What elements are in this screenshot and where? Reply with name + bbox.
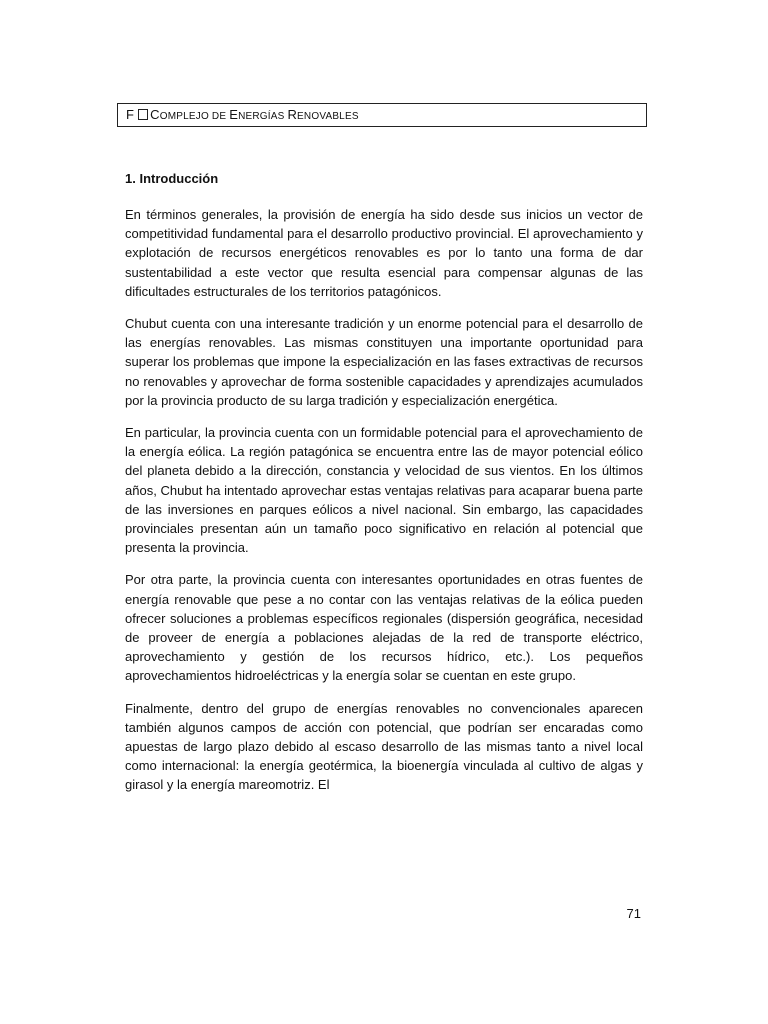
section-letter: F — [126, 107, 135, 122]
paragraph: En particular, la provincia cuenta con un formidable potencial para el aprovechamiento de la energía eólica. La región patagónica se encuentra entre las de mayor potencial eólico del planeta debido a la dirección, constancia y velocidad de sus vientos. En los últimos años, Chubut ha intentado aprovechar estas ventajas relativas para acaparar buena parte de las inversiones en parques eólicos a nivel nacional. Sin embargo, las capacidades provinciales presentan aún un tamaño poco significativo en relación al potencial que presenta la provincia. — [125, 425, 643, 556]
section-title-rest: NERGÍAS — [238, 111, 288, 122]
section-title-box — [117, 103, 647, 127]
missing-glyph-icon — [138, 109, 148, 120]
section-title-rest: OMPLEJO DE — [159, 111, 230, 122]
page-number: 71 — [626, 906, 641, 921]
section-heading: 1. Introducción — [125, 171, 219, 186]
paragraph: En términos generales, la provisión de energía ha sido desde sus inicios un vector de competitividad fundamental para el desarrollo productivo provincial. El aprovechamiento y explotación de recursos energéticos renovables es por lo tanto una forma de dar sustentabilidad a este vector que resulta esencial para compensar algunas de las dificultades estructurales de los territorios patagónicos. — [125, 207, 643, 299]
section-title-initial: R — [287, 107, 298, 122]
section-title-initial: E — [229, 107, 239, 122]
paragraph: Chubut cuenta con una interesante tradición y un enorme potencial para el desarrollo de las energías renovables. Las mismas constituyen una importante oportunidad para superar los problemas que impone la especialización en las fases extractivas de recursos no renovables y aprovechar de forma sostenible capacidades y aprendizajes acumulados por la provincia producto de su larga tradición y especialización energética. — [125, 316, 643, 408]
section-title-initial: C — [150, 107, 160, 122]
body-text — [125, 205, 643, 808]
section-title-rest: ENOVABLES — [297, 111, 359, 122]
paragraph: Finalmente, dentro del grupo de energías renovables no convencionales aparecen también algunos campos de acción con potencial, que podrían ser encaradas como apuestas de largo plazo debido al escaso desarrollo de las mismas tanto a nivel local como internacional: la energía geotérmica, la bioenergía vinculada al cultivo de algas y girasol y la energía mareomotriz. El — [125, 700, 643, 793]
paragraph: Por otra parte, la provincia cuenta con interesantes oportunidades en otras fuentes de energía renovable que pese a no contar con las ventajas relativas de la eólica pueden ofrecer soluciones a problemas específicos regionales (dispersión geográfica, necesidad de proveer de energía a poblaciones alejadas de la red de transporte eléctrico, aprovechamiento y gestión de los recursos hídrico, etc.). Los pequeños aprovechamientos hidroeléctricas y la energía solar se cuentan en este grupo. — [125, 572, 643, 684]
section-title — [150, 107, 359, 122]
